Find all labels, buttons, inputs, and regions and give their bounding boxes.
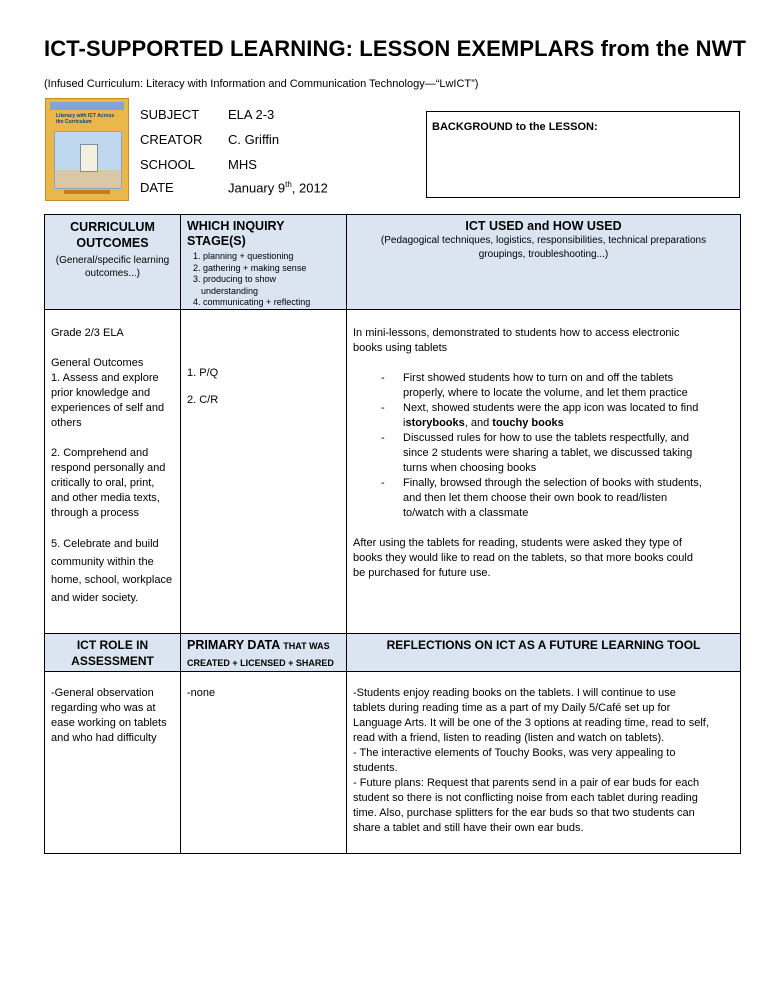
ict-step: - Finally, browsed through the selection of books with students, and then let them choose their own book to read/listen to/watch with a classmate: [353, 476, 706, 521]
ict-role-header: ICT ROLE IN ASSESSMENT: [45, 634, 181, 672]
primary-data-cell: -none: [181, 672, 347, 854]
lesson-table: [44, 214, 741, 645]
subject-label: SUBJECT: [140, 107, 200, 122]
stage-1: 1. P/Q: [187, 366, 219, 379]
outcome-5: 5. Celebrate and build community within the home, school, workplace and wider society.: [51, 537, 173, 604]
outcome-2: 2. Comprehend and respond personally and critically to oral, print, and other media texts, through a process: [51, 446, 166, 519]
curriculum-outcomes-header: CURRICULUM OUTCOMES (General/specific learning outcomes...): [45, 215, 181, 310]
ict-step: - Next, showed students were the app icon was located to find istorybooks, and touchy books: [353, 401, 706, 431]
subject-value: ELA 2-3: [228, 107, 275, 122]
ict-intro: In mini-lessons, demonstrated to students how to access electronic books using tablets: [353, 326, 680, 354]
reflections-header: REFLECTIONS ON ICT AS A FUTURE LEARNING TOOL: [347, 634, 741, 672]
reflections-cell: -Students enjoy reading books on the tablets. I will continue to use tablets during reading time as a part of my Daily 5/Café set up for Language Arts. It will be one of the 3 options at reading time, read to self, read with a friend, listen to reading (listen and watch on tablets). - The interactive elements of Touchy Books, was very appealing to students. - Future plans: Request that parents send in a pair of ear buds for each student so there is not conflicting noise from each tablet during reading time. Also, purchase splitters for the ear buds so that two students can share a tablet and still have their own ear buds.: [347, 672, 741, 854]
date-value: January 9th, 2012: [228, 180, 328, 196]
cover-title: Literacy with ICT Across the Curriculum: [56, 113, 115, 125]
page-title: ICT-SUPPORTED LEARNING: LESSON EXEMPLARS from the NWT: [44, 36, 746, 61]
school-label: SCHOOL: [140, 157, 195, 172]
date-label: DATE: [140, 180, 174, 195]
school-value: MHS: [228, 157, 257, 172]
outcomes-cell: [45, 309, 181, 644]
assessment-cell: -General observation regarding who was at ease working on tablets and who had difficulty: [45, 672, 181, 854]
general-outcomes-label: General Outcomes: [51, 356, 144, 369]
ict-step: - First showed students how to turn on and off the tablets properly, where to locate the volume, and let them practice: [353, 371, 706, 401]
background-box: [426, 111, 740, 198]
ict-used-header: ICT USED and HOW USED (Pedagogical techniques, logistics, responsibilities, technical preparations groupings, troubleshooting...): [347, 215, 741, 310]
ict-after: After using the tablets for reading, students were asked they type of books they would like to read on the tablets, so that more books could be purchased for future use.: [353, 536, 693, 579]
ict-cell: [347, 309, 741, 644]
grade-text: Grade 2/3 ELA: [51, 326, 124, 339]
outcome-1: 1. Assess and explore prior knowledge and experiences of self and others: [51, 371, 165, 429]
ict-steps-list: [353, 371, 706, 521]
inquiry-stage-header: WHICH INQUIRY STAGE(S) 1. planning + questioning 2. gathering + making sense 3. producing to show understanding 4. communicating + reflecting: [181, 215, 347, 310]
page-subtitle: (Infused Curriculum: Literacy with Information and Communication Technology—“LwICT”): [44, 78, 479, 90]
ict-step: - Discussed rules for how to use the tablets respectfully, and since 2 students were sharing a tablet, we discussed taking turns when choosing books: [353, 431, 706, 476]
book-cover-image: [45, 98, 129, 201]
inquiry-stage-list: 1. planning + questioning 2. gathering + making sense 3. producing to show understanding 4. communicating + reflecting: [193, 251, 311, 307]
primary-data-header: PRIMARY DATA THAT WAS CREATED + LICENSED + SHARED: [181, 634, 347, 672]
stage-2: 2. C/R: [187, 393, 219, 406]
reflection-table: [44, 633, 741, 854]
background-label: BACKGROUND to the LESSON:: [432, 121, 598, 133]
creator-label: CREATOR: [140, 132, 203, 147]
creator-value: C. Griffin: [228, 132, 280, 147]
stages-cell: [181, 309, 347, 644]
